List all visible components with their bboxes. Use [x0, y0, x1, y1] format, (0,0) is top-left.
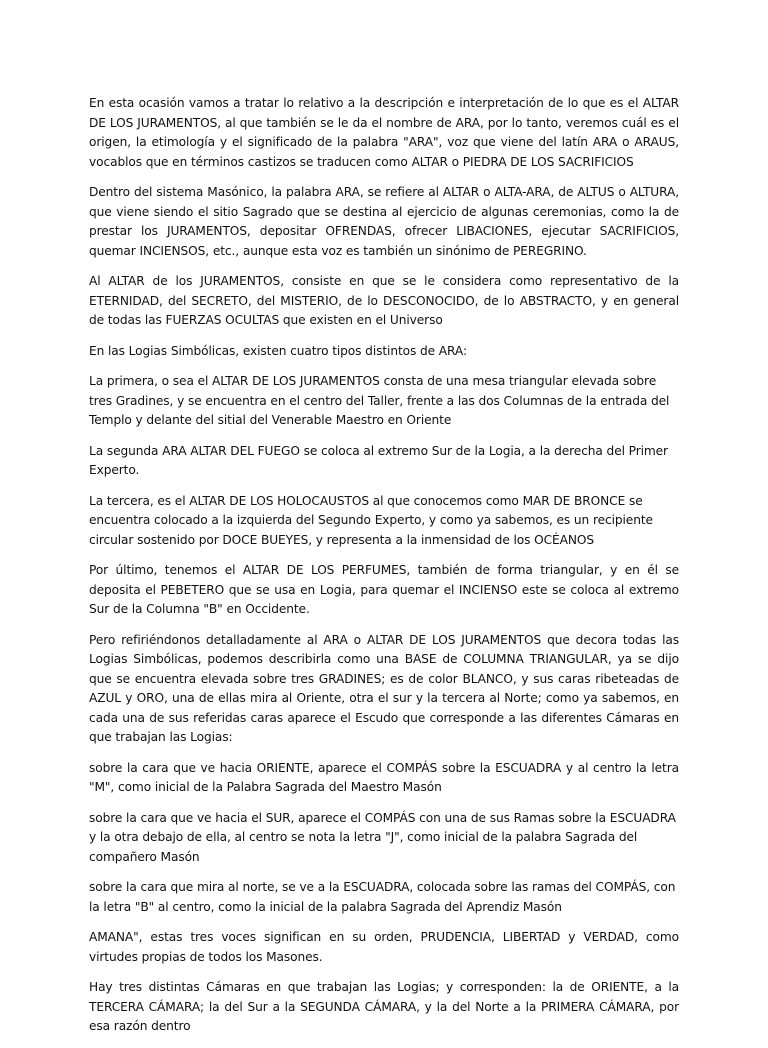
paragraph-primera-ara: La primera, o sea el ALTAR DE LOS JURAMENTOS consta de una mesa triangular elevada sobre tres Gradines, y se encuentra en el centro del Taller, frente a las dos Columnas de la entrada del Templo y delante del sitial del Venerable Maestro en Oriente [89, 374, 670, 427]
paragraph-cuarta-ara: Por último, tenemos el ALTAR DE LOS PERFUMES, también de forma triangular, y en él se deposita el PEBETERO que se usa en Logia, para quemar el INCIENSO este se coloca al extremo Sur de la Columna "B" en Occidente. [89, 563, 679, 616]
paragraph-cara-sur: sobre la cara que ve hacia el SUR, aparece el COMPÁS con una de sus Ramas sobre la ESCUADRA y la otra debajo de ella, al centro se nota la letra "J", como inicial de la palabra Sagrada del compañero Masón [89, 810, 676, 864]
paragraph-descripcion-ara: Pero refiriéndonos detalladamente al ARA o ALTAR DE LOS JURAMENTOS que decora todas las Logias Simbólicas, podemos describirla como una BASE de COLUMNA TRIANGULAR, ya se dijo que se encuentra elevada sobre tres GRADINES; es de color BLANCO, y sus caras ribeteadas de AZUL y ORO, una de ellas mira al Oriente, otra el sur y la tercera al Norte; como ya sabemos, en cada una de sus referidas caras aparece el Escudo que corresponde a las diferentes Cámaras en que trabajan las Logias: [89, 632, 679, 744]
paragraph-tipos-ara: En las Logias Simbólicas, existen cuatro tipos distintos de ARA: [89, 343, 467, 358]
paragraph-sistema-masonico: Dentro del sistema Masónico, la palabra ARA, se refiere al ALTAR o ALTA-ARA, de ALTUS o ALTURA, que viene siendo el sitio Sagrado que se destina al ejercicio de algunas ceremonias, como la de prestar los JURAMENTOS, depositar OFRENDAS, ofrecer LIBACIONES, ejecutar SACRIFICIOS, quemar INCIENSOS, etc., aunque esta voz es también un sinónimo de PEREGRINO. [89, 185, 679, 258]
paragraph-cara-norte: sobre la cara que mira al norte, se ve a la ESCUADRA, colocada sobre las ramas del COMPÁS, con la letra "B" al centro, como la inicial de la palabra Sagrada del Aprendiz Masón [89, 880, 676, 914]
paragraph-cara-oriente: sobre la cara que ve hacia ORIENTE, aparece el COMPÁS sobre la ESCUADRA y al centro la letra "M", como inicial de la Palabra Sagrada del Maestro Masón [89, 760, 679, 794]
paragraph-tercera-ara: La tercera, es el ALTAR DE LOS HOLOCAUSTOS al que conocemos como MAR DE BRONCE se encuentra colocado a la izquierda del Segundo Experto, y como ya sabemos, es un recipiente circular sostenido por DOCE BUEYES, y representa a la inmensidad de los OCÉANOS [89, 493, 653, 547]
paragraph-tres-camaras: Hay tres distintas Cámaras en que trabajan las Logias; y corresponden: la de ORIENTE, a la TERCERA CÁMARA; la del Sur a la SEGUNDA CÁMARA, y la del Norte a la PRIMERA CÁMARA, por esa razón dentro [89, 980, 679, 1033]
paragraph-intro-ara: En esta ocasión vamos a tratar lo relativo a la descripción e interpretación de lo que es el ALTAR DE LOS JURAMENTOS, al que también se le da el nombre de ARA, por lo tanto, veremos cuál es el origen, la etimología y el significado de la palabra "ARA", voz que viene del latín ARA o ARAUS, vocablos que en términos castizos se traducen como ALTAR o PIEDRA DE LOS SACRIFICIOS [89, 96, 679, 169]
paragraph-amana: AMANA", estas tres voces significan en su orden, PRUDENCIA, LIBERTAD y VERDAD, como virtudes propias de todos los Masones. [89, 930, 679, 964]
paragraph-altar-juramentos: Al ALTAR de los JURAMENTOS, consiste en que se le considera como representativo de la ETERNIDAD, del SECRETO, del MISTERIO, de lo DESCONOCIDO, de lo ABSTRACTO, y en general de todas las FUERZAS OCULTAS que existen en el Universo [89, 274, 679, 327]
paragraph-segunda-ara: La segunda ARA ALTAR DEL FUEGO se coloca al extremo Sur de la Logia, a la derecha del Primer Experto. [89, 443, 668, 477]
document-page [89, 94, 679, 1048]
